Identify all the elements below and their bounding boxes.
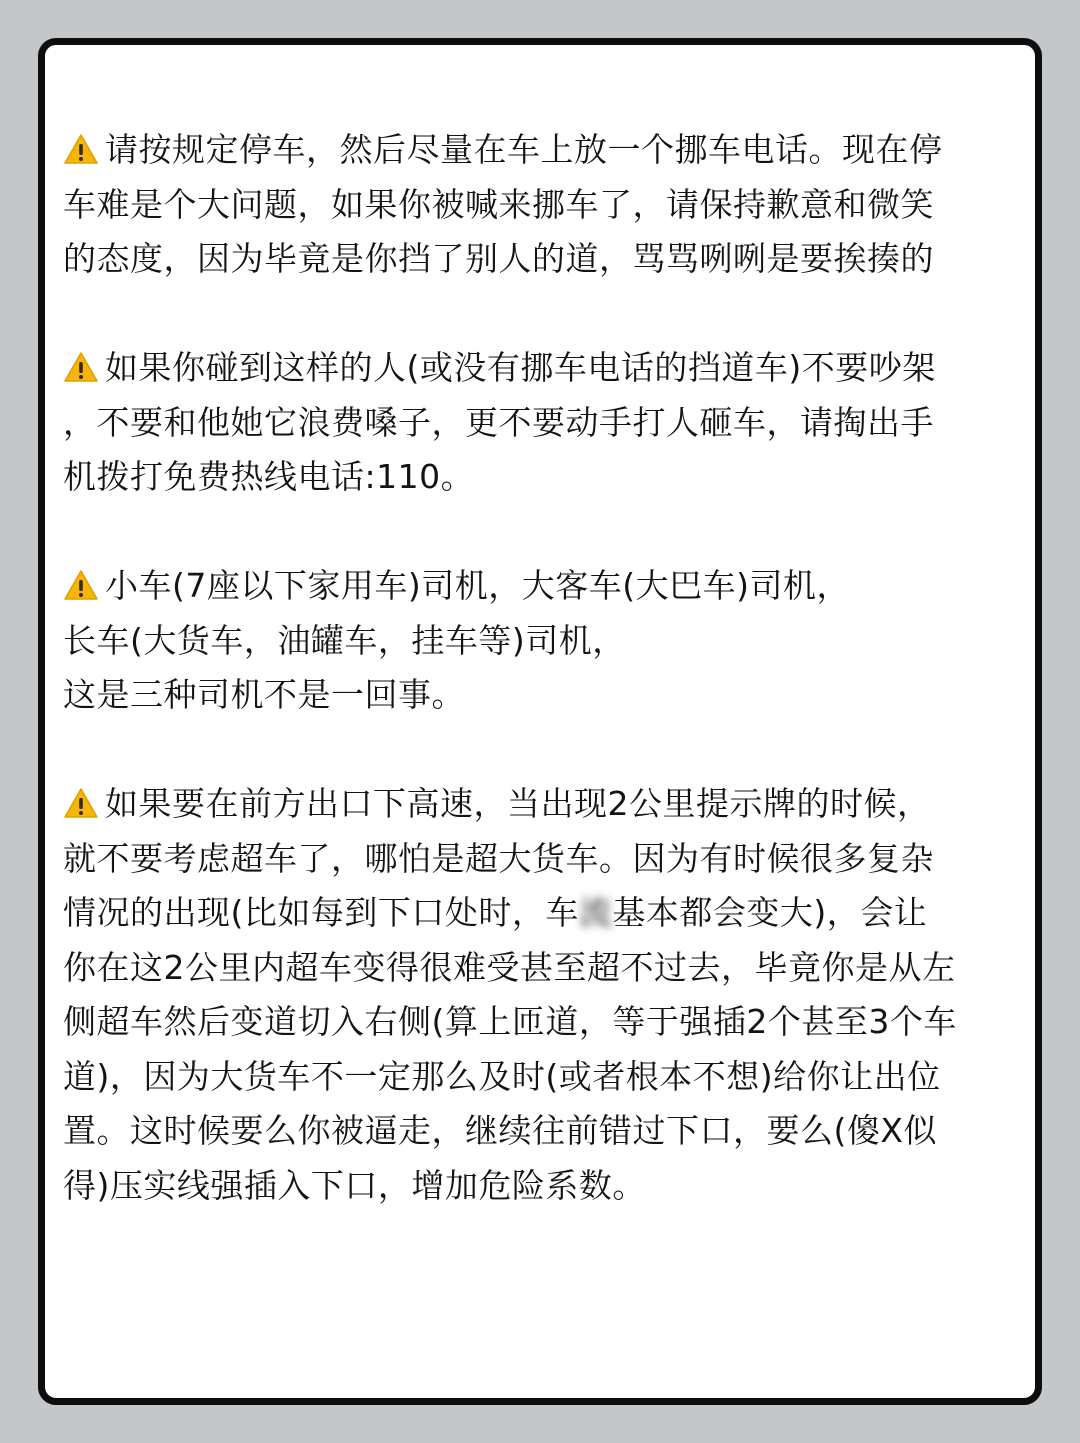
text-line: 这是三种司机不是一回事。 bbox=[63, 675, 465, 714]
text-line: 长车(大货车，油罐车，挂车等)司机， bbox=[63, 620, 626, 660]
paragraph-text: 请按规定停车，然后尽量在车上放一个挪车电话。现在停 bbox=[105, 130, 943, 169]
text-line bbox=[63, 886, 1033, 941]
warning-icon bbox=[63, 351, 99, 383]
blurred-text: 流 bbox=[578, 893, 613, 932]
text-line: 车难是个大问题，如果你被喊来挪车了，请保持歉意和微笑 bbox=[63, 184, 934, 224]
text-line: 置。这时候要么你被逼走，继续往前错过下口，要么(傻X似 bbox=[63, 1111, 937, 1150]
text-line bbox=[63, 341, 1033, 396]
paragraph-text: 小车(7座以下家用车)司机，大客车(大巴车)司机， bbox=[105, 566, 850, 605]
warning-icon bbox=[63, 787, 99, 819]
text-line: 机拨打免费热线电话:110。 bbox=[63, 457, 475, 496]
paragraph-blocking-car bbox=[63, 341, 1033, 505]
text-line bbox=[63, 559, 1033, 614]
warning-icon bbox=[63, 569, 99, 601]
text-segment: 情况的出现(比如每到下口处时，车 bbox=[63, 893, 579, 932]
text-line: 得)压实线强插入下口，增加危险系数。 bbox=[63, 1165, 646, 1205]
paragraph-parking-etiquette bbox=[63, 123, 1033, 287]
paragraph-text: 如果你碰到这样的人(或没有挪车电话的挡道车)不要吵架 bbox=[105, 348, 936, 387]
text-line bbox=[63, 123, 1033, 178]
text-line: 的态度，因为毕竟是你挡了别人的道，骂骂咧咧是要挨揍的 bbox=[63, 239, 934, 278]
paragraph-text: 如果要在前方出口下高速，当出现2公里提示牌的时候， bbox=[105, 784, 931, 823]
text-line: 道)，因为大货车不一定那么及时(或者根本不想)给你让出位 bbox=[63, 1056, 941, 1096]
content-card bbox=[38, 38, 1042, 1405]
text-line: 你在这2公里内超车变得很难受甚至超不过去，毕竟你是从左 bbox=[63, 947, 956, 987]
text-line bbox=[63, 777, 1033, 832]
text-line: ，不要和他她它浪费嗓子，更不要动手打人砸车，请掏出手 bbox=[63, 402, 934, 442]
paragraph-driver-types bbox=[63, 559, 1033, 723]
paragraph-highway-exit bbox=[63, 777, 1033, 1213]
text-segment: 基本都会变大)，会让 bbox=[612, 893, 928, 932]
text-line: 就不要考虑超车了，哪怕是超大货车。因为有时候很多复杂 bbox=[63, 838, 934, 878]
warning-icon bbox=[63, 133, 99, 165]
article-body bbox=[63, 123, 1033, 1268]
text-line: 侧超车然后变道切入右侧(算上匝道，等于强插2个甚至3个车 bbox=[63, 1002, 957, 1041]
